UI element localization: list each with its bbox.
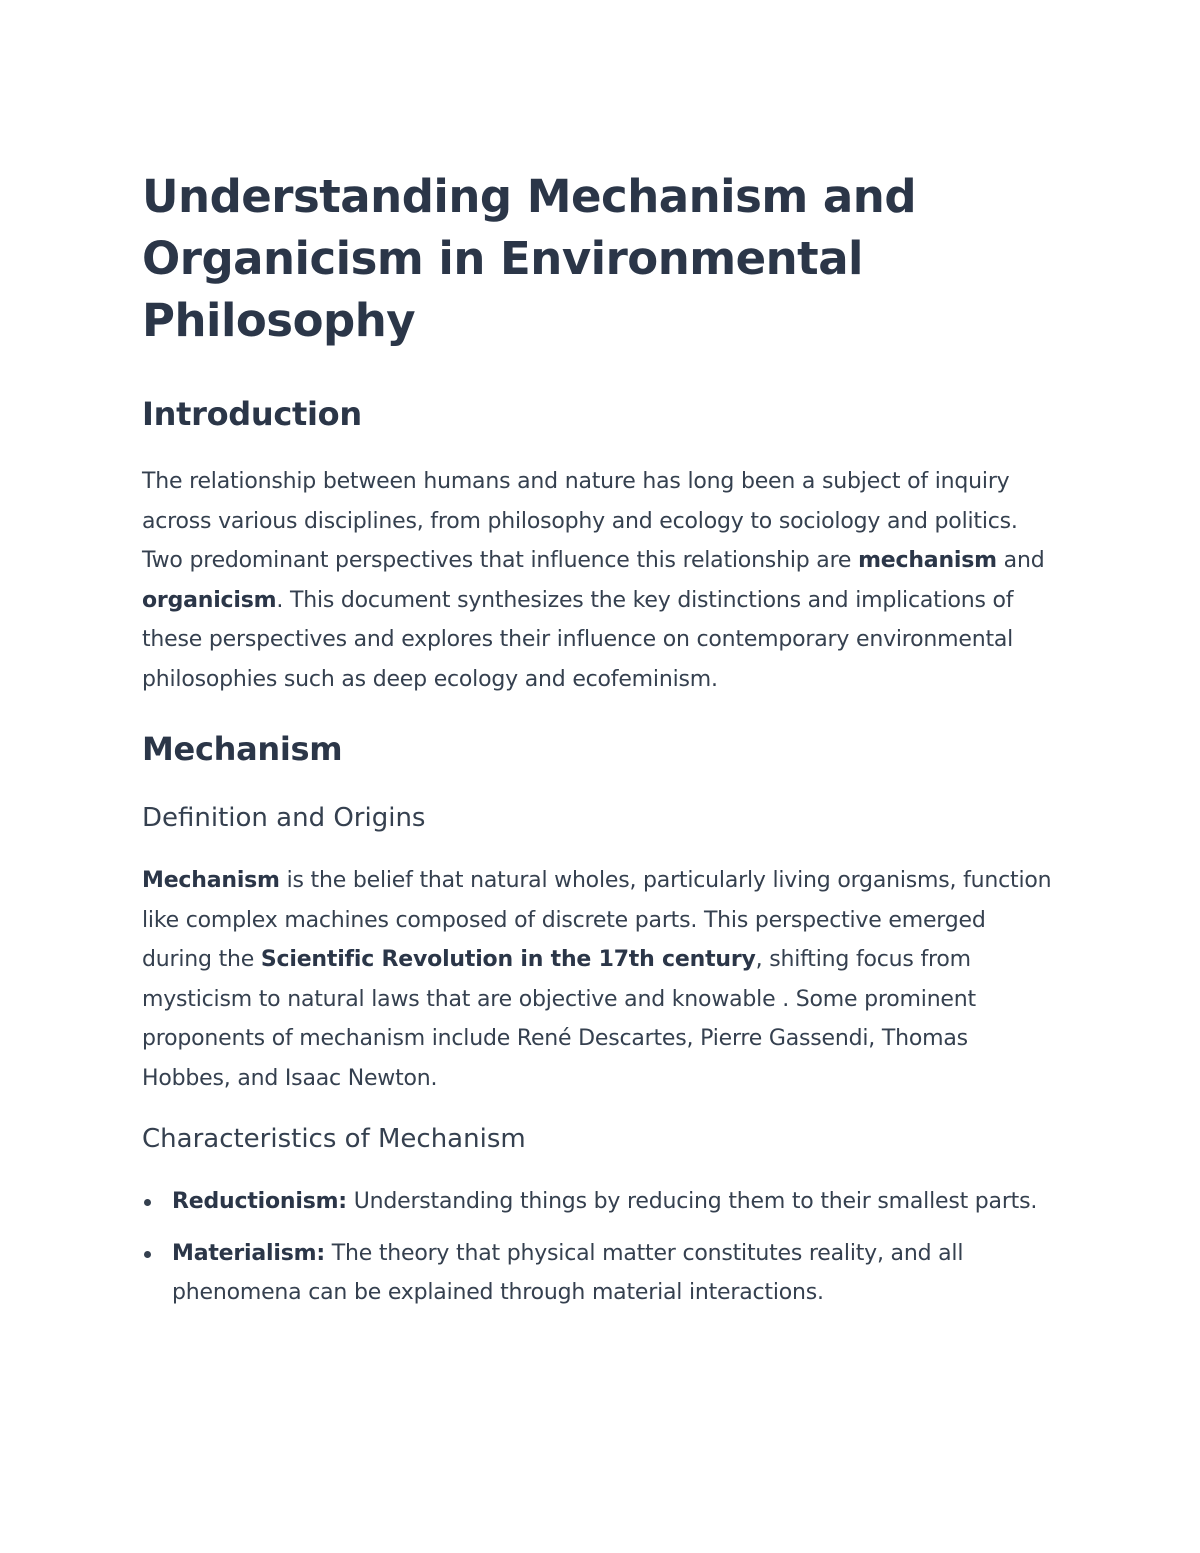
document-title: Understanding Mechanism and Organicism in Environmental Philosophy	[142, 170, 917, 347]
definition-heading: Definition and Origins	[142, 803, 426, 833]
introduction-paragraph	[142, 462, 1060, 699]
bullet-icon	[144, 1199, 151, 1206]
introduction-text-1: The relationship between humans and nature has long been a subject of inquiry across various disciplines, from philosophy and ecology to sociology and politics. Two predominant perspectives that influence this relationship are	[142, 469, 1018, 573]
term-organicism: organicism	[142, 587, 277, 613]
list-item	[142, 1182, 1060, 1222]
introduction-heading: Introduction	[142, 395, 362, 433]
list-item-text: Understanding things by reducing them to their smallest parts.	[346, 1189, 1038, 1214]
term-mechanism: mechanism	[858, 548, 997, 573]
mechanism-heading: Mechanism	[142, 730, 343, 768]
bullet-icon	[144, 1251, 151, 1258]
characteristics-list	[142, 1182, 1060, 1313]
list-item-term: Materialism:	[172, 1240, 325, 1266]
list-item	[142, 1234, 1060, 1313]
introduction-text-2: and	[996, 548, 1045, 573]
term-mechanism-definition: Mechanism	[142, 868, 280, 893]
term-scientific-revolution: Scientific Revolution in the 17th century	[260, 947, 756, 972]
introduction-text-3: . This document synthesizes the key distinctions and implications of these perspectives and explores their influence on contemporary environmental philosophies such as deep ecology and ecofeminism.	[142, 587, 1014, 692]
definition-text-1: is the belief that natural wholes, particularly living organisms, function like complex machines composed of discrete parts. This perspective emerged during the	[142, 868, 1052, 972]
characteristics-heading: Characteristics of Mechanism	[142, 1124, 526, 1154]
list-item-text: The theory that physical matter constitutes reality, and all phenomena can be explained through material interactions.	[172, 1240, 964, 1305]
definition-paragraph	[142, 861, 1060, 1098]
definition-text-2: , shifting focus from mysticism to natural laws that are objective and knowable . Some prominent proponents of mechanism include René Descartes, Pierre Gassendi, Thomas Hobbes, and Isaac Newton.	[142, 947, 976, 1091]
list-item-term: Reductionism:	[172, 1189, 347, 1214]
